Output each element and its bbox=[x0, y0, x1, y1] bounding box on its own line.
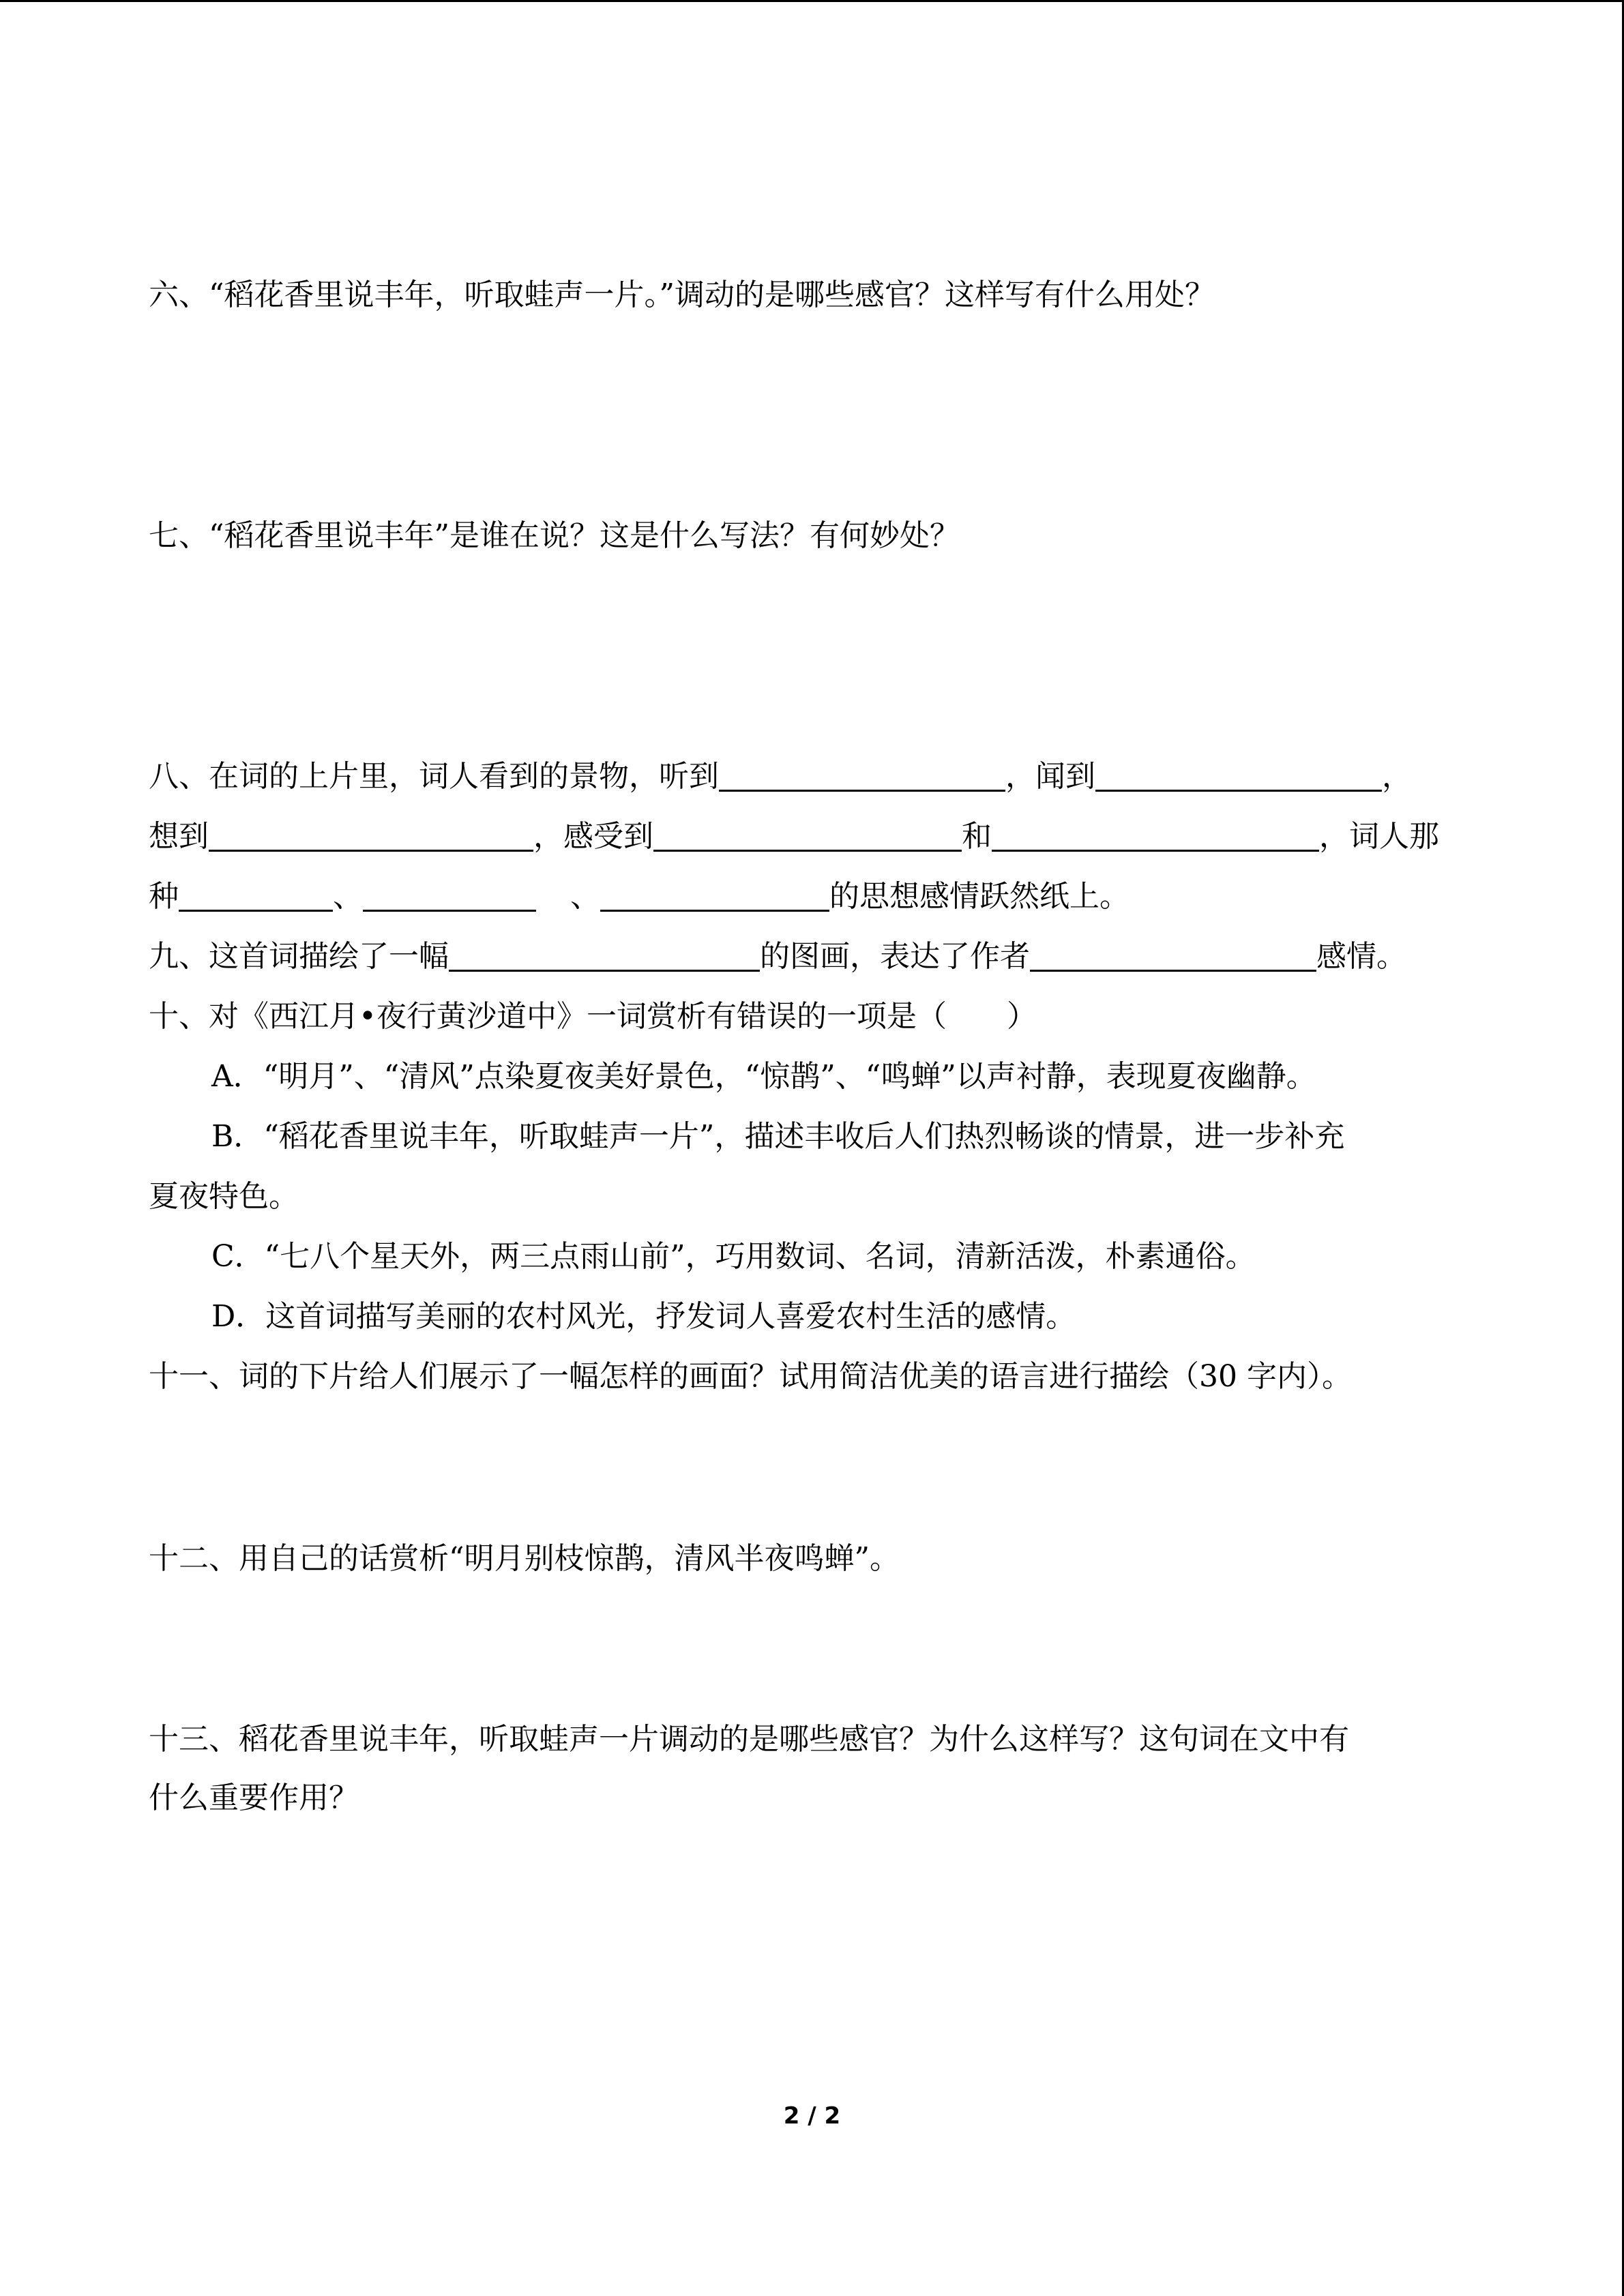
question-8-line-3 bbox=[149, 878, 1130, 916]
question-11: 十一、词的下片给人们展示了一幅怎样的画面？试用简洁优美的语言进行描绘（30 字内）。 bbox=[149, 1359, 1352, 1394]
question-6: 六、“稻花香里说丰年，听取蛙声一片。”调动的是哪些感官？这样写有什么用处？ bbox=[149, 278, 1215, 312]
q8-text-9: 、 bbox=[333, 879, 363, 914]
q8-text-3: ， bbox=[1382, 759, 1412, 794]
q8-text-7: ，词人那 bbox=[1319, 819, 1439, 854]
blank-felt-2[interactable] bbox=[992, 820, 1319, 852]
q9-text-2: 的图画，表达了作者 bbox=[760, 939, 1030, 974]
q8-text-10: 、 bbox=[570, 879, 600, 914]
blank-smelled[interactable] bbox=[1095, 760, 1382, 792]
option-a: A．“明月”、“清风”点染夏夜美好景色，“惊鹊”、“鸣蝉”以声衬静，表现夏夜幽静。 bbox=[211, 1059, 1316, 1094]
option-b-line-1: B．“稻花香里说丰年，听取蛙声一片”，描述丰收后人们热烈畅谈的情景，进一步补充 bbox=[211, 1119, 1345, 1154]
question-7: 七、“稻花香里说丰年”是谁在说？这是什么写法？有何妙处？ bbox=[149, 518, 960, 553]
question-10: 十、对《西江月•夜行黄沙道中》一词赏析有错误的一项是（ ） bbox=[149, 999, 1037, 1034]
option-c: C．“七八个星天外，两三点雨山前”，巧用数词、名词，清新活泼，朴素通俗。 bbox=[211, 1239, 1256, 1274]
blank-feeling-3[interactable] bbox=[600, 880, 829, 912]
q8-text-6: 和 bbox=[962, 819, 992, 854]
question-8-line-1 bbox=[149, 758, 1412, 796]
q8-text-8: 种 bbox=[149, 879, 179, 914]
option-b-line-2: 夏夜特色。 bbox=[149, 1179, 299, 1214]
q8-text-11: 的思想感情跃然纸上。 bbox=[829, 879, 1130, 914]
blank-thought[interactable] bbox=[209, 820, 533, 852]
question-12: 十二、用自己的话赏析“明月别枝惊鹊，清风半夜鸣蝉”。 bbox=[149, 1541, 900, 1576]
question-13-line-2: 什么重要作用？ bbox=[149, 1780, 359, 1815]
q9-text-3: 感情。 bbox=[1316, 939, 1406, 974]
question-9 bbox=[149, 938, 1406, 976]
option-d: D．这首词描写美丽的农村风光，抒发词人喜爱农村生活的感情。 bbox=[211, 1299, 1076, 1334]
blank-heard[interactable] bbox=[719, 760, 1005, 792]
question-13-line-1: 十三、稻花香里说丰年，听取蛙声一片调动的是哪些感官？为什么这样写？这句词在文中有 bbox=[149, 1722, 1349, 1757]
question-8-line-2 bbox=[149, 818, 1439, 856]
blank-feeling-2[interactable] bbox=[363, 880, 536, 912]
q8-text-4: 想到 bbox=[149, 819, 209, 854]
blank-author-feeling[interactable] bbox=[1030, 940, 1316, 972]
blank-picture[interactable] bbox=[449, 940, 760, 972]
page-number: 2 / 2 bbox=[783, 2102, 841, 2130]
blank-feeling-1[interactable] bbox=[179, 880, 333, 912]
q9-text-1: 九、这首词描绘了一幅 bbox=[149, 939, 449, 974]
q8-text-2: ，闻到 bbox=[1005, 759, 1095, 794]
q8-text-5: ，感受到 bbox=[533, 819, 653, 854]
q8-text-1: 八、在词的上片里，词人看到的景物，听到 bbox=[149, 759, 719, 794]
blank-felt-1[interactable] bbox=[653, 820, 962, 852]
